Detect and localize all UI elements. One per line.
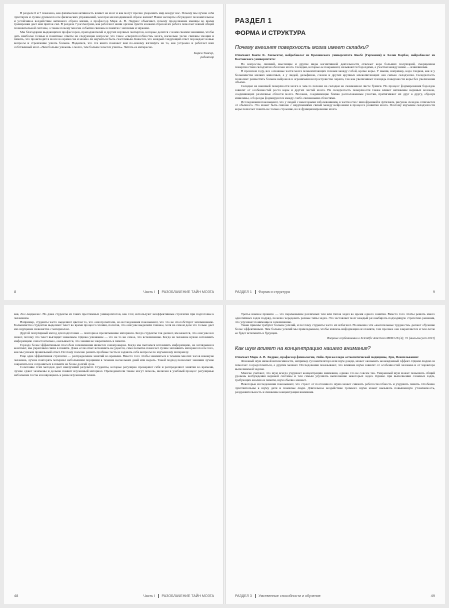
- page-8: [4, 4, 224, 300]
- footer-divider: [255, 594, 256, 598]
- paragraph: В прошлом году, все основные части мозга млекопитающих похожи между собой, кроме коры. У мыши, например, кора гладкая, как и у большинства мелких животных, а у людей, дельфинов, слонов и других крупных млекопитающих она сильно складчатая. Складчатость позволяет разместить больше нейронов в ограниченном пространстве черепа, так как увеличивает площадь поверхности коры без увеличения объема.: [235, 69, 435, 85]
- page-number: 9: [432, 290, 435, 294]
- bottom-book-spread: [4, 305, 445, 604]
- footer-title: РАЗОБЛАЧЕНИЕ ТАЙН МОЗГА: [161, 594, 214, 598]
- page-8-text: [14, 12, 214, 282]
- page-9-text: [235, 12, 435, 282]
- page-footer: [235, 593, 435, 599]
- top-book-spread: [4, 4, 445, 300]
- footer-divider: [158, 594, 159, 598]
- section-label: РАЗДЕЛ 1: [235, 18, 273, 25]
- page-footer: [235, 289, 435, 295]
- paragraph: Например, студенты часто выделяют цветом то, что они прочитали, но исследования показывают, что это не способствует запоминанию. Большинство студентов выделяют текст во время процесса чтения, полагая, что они уже выделили главное, хотя на самом деле это только дает им ощущение знакомства с материалом.: [14, 319, 214, 332]
- section-title: ФОРМА И СТРУКТУРА: [235, 30, 306, 37]
- answer-lead: Отвечает Марк А. В. Эндрюс, профессор физиологии, Лейк-Эри колледж остеопатической медицины, Эри, Пенсильвания:: [235, 354, 419, 359]
- paragraph: Гораздо более эффективным способом запоминания является самопроверка. Когда мы пытаемся вспомнить информацию, не заглядывая в конспект, мы укрепляем связи в памяти. Даже если ответ вспомнить не удается, сама попытка помогает лучше запомнить материал после того, как мы узнаем правильный ответ. Поэтому полезно решать пробные тесты и задавать себе вопросы по изученному материалу.: [14, 342, 214, 355]
- page-49-text: [235, 313, 435, 586]
- paragraph: Сочетание этих методов дает наилучший результат. Студенты, которые регулярно проверяют себя и распределяют занятия во времени, лучше сдают экзамены и дольше помнят изученный материал. Преподаватели также могут помочь, включая в учебный процесс регулярные небольшие тесты и возвращаясь к ранее изученным темам.: [14, 365, 214, 377]
- page-footer: [14, 593, 214, 599]
- signature-role: редактор: [200, 54, 214, 59]
- paragraph: вая, Лос-Анджелес. Но даже студенты из таких престижных университетов, как этот, используют неэффективные стратегии при подготовке к экзаменам.: [14, 313, 214, 320]
- footer-section: РАЗДЕЛ 1: [235, 290, 252, 294]
- paragraph: Многие считают, что шум всегда ухудшает концентрацию внимания, однако это не совсем так. Умеренный шум может повышать общий уровень возбуждения нервной системы и тем самым улучшать выполнение некоторых задач. Однако при выполнении сложных задач, требующих анализа и памяти, шум обычно мешает.: [235, 370, 435, 383]
- paragraph: Фоновый шум низкой интенсивности, например гул вентилятора или шум дождя, может оказывать неожиданный эффект. Одним людям он помогает сосредоточиться, а другим мешает. Исследования показывают, что влияние шума зависит от особенностей человека и от характера выполняемой задачи.: [235, 359, 435, 371]
- footer-divider: [255, 290, 256, 294]
- question-heading: Как шум влияет на концентрацию нашего внимания?: [235, 346, 371, 353]
- citation: Впервые опубликовано в Scientific American MIND 26 (4); 72 (июль/август 2015): [327, 335, 435, 340]
- question-heading: Почему внешняя поверхность мозга имеет складки?: [235, 45, 369, 51]
- page-9: [225, 4, 445, 300]
- page-number: 48: [14, 594, 19, 598]
- paragraph: Третье важное правило — это перемежение различных тем или типов задач во время одного занятия. Вместо того чтобы решать много однотипных задач подряд, полезно чередовать разные типы задач. Это заставляет мозг каждый раз выбирать подходящую стратегию решения, что улучшает понимание и запоминание.: [235, 313, 435, 324]
- page-number: 49: [430, 594, 435, 598]
- page-49: [225, 305, 445, 604]
- footer-title: Умственные способности и обучение: [258, 594, 321, 598]
- page-number: 8: [14, 290, 17, 294]
- page-footer: [14, 289, 214, 295]
- paragraph: Мы благодарим выдающихся профессоров, преподавателей и других научных экспертов, которые делятся с нами своими знаниями, чтобы дать наиболее точные и понятные ответы на следующие вопросы: что такое «сверхспособности» мозга, насколько тесно связаны эмоции и память, что происходит в мозге во время сна и можно ли научиться быть счастливым. Кажется, что каждый следующий ответ порождает новые вопросы и стремление узнать больше. Надеемся, что эта книга поможет вам по-новому взглянуть на то, как устроено и работает ваш собственный мозг. «Чем больше узнаешь о мозге, тем больше хочется узнать». Читать ее интересно.: [14, 29, 214, 49]
- page-48-text: [14, 313, 214, 586]
- paragraph: Еще одна эффективная стратегия — распределение занятий во времени. Вместо того чтобы заниматься в течение многих часов накануне экзамена, лучше повторять материал небольшими порциями в течение нескольких дней или недель. Такой подход позволяет знаниям лучше закрепиться и сохраниться в памяти на более долгий срок.: [14, 354, 214, 366]
- footer-part: Часть I: [143, 290, 156, 294]
- editor-signature: [14, 51, 214, 59]
- footer-divider: [158, 290, 159, 294]
- page-48: [4, 305, 224, 604]
- footer-title: РАЗОБЛАЧЕНИЕ ТАЙН МОЗГА: [161, 290, 214, 294]
- paragraph: Такие приемы требуют больше усилий, и поэтому студенты часто их избегают. Но именно эти «желательные трудности» делают обучение более эффективным. Чем больше усилий мы прикладываем, чтобы извлечь информацию из памяти, тем прочнее она закрепляется и тем легче ее будет вспомнить в будущем.: [235, 323, 435, 335]
- paragraph: Другой популярный метод для подготовки — повторное прочитывание материала. Когда студенты так делают, им кажется, что они уже все знают, потому что текст выглядит знакомым. Однако узнавание — это не то же самое, что вспоминание. Когда на экзамене нужно вспомнить информацию самостоятельно, оказывается, что знания не закрепились в памяти.: [14, 331, 214, 343]
- footer-section: РАЗДЕЛ 3: [235, 594, 252, 598]
- paragraph: Исследования показывают, что у людей с некоторыми заболеваниями, в частности с шизофренией и аутизмом, рисунок складок отличается от обычного. Это может быть связано с нарушениями связей между нейронами в процессе развития мозга. Поэтому изучение складчатости коры помогает понять не только строение, но и функционирование мозга.: [235, 99, 435, 112]
- answer-lead: Отвечают Конте К. Хильгетаг, нейробиолог из Бременского университета Якобс (Германия) и Хелен Барбас, нейробиолог из Бостонского университета:: [235, 53, 435, 61]
- paragraph: Складки на внешней поверхности мозга в чем-то похожи на складки на скомканном листе бумаги. Но процесс формирования бороздок зависит от особенностей роста коры и других частей мозга. На складчатость поверхности также влияет натяжение нервных волокон, соединяющих различные области мозга. Волокна, соединяющие близко расположенные участки, притягивают их друг к другу, образуя извилины, а борозды формируются между слабо связанными областями.: [235, 84, 435, 100]
- paragraph: В разделе 6 и 7 показано, как физическая активность влияет на мозг и как могут прочно укоренить мир вокруг нас. Почему мы лучше себя чувствуем и лучше думаем после физических упражнений, чем при малоподвижной образе жизни? Наши эксперты обсуждают положительное и устойчивое воздействие активного образа жизни, а профессор Марк А. В. Эндрюс объясняет, почему продолжение мышцы во время тренировки дает нам приток сил. В разделе 7 рассмотрим, как работают наши органы чувств и каким образом их работа помогает нашей общей познавательной системе, а также почему многие события связаны в памяти с запахами и звуками.: [14, 12, 214, 30]
- footer-part: Часть I: [143, 594, 156, 598]
- paragraph: Некоторые исследования показывают, что стресс от постоянного шума может снижать работоспособность и ухудшать память. Особенно чувствительны к шуму дети и пожилые люди. Длительное воздействие громкого шума может вызывать повышенную утомляемость, раздражительность и снижение концентрации внимания.: [235, 382, 435, 394]
- signature-name: Карен Томсер,: [193, 50, 214, 55]
- footer-title: Форма и структура: [258, 290, 290, 294]
- paragraph: Во вопросом, лишний, мыслящие и другие виды когнитивной деятельности отвечает кора больших полушарий, сморщенная поверхностная складчатая оболочка мозга. Складки, которые ее покрывают, называются бороздами, а участки между ними — извилинами.: [235, 61, 435, 70]
